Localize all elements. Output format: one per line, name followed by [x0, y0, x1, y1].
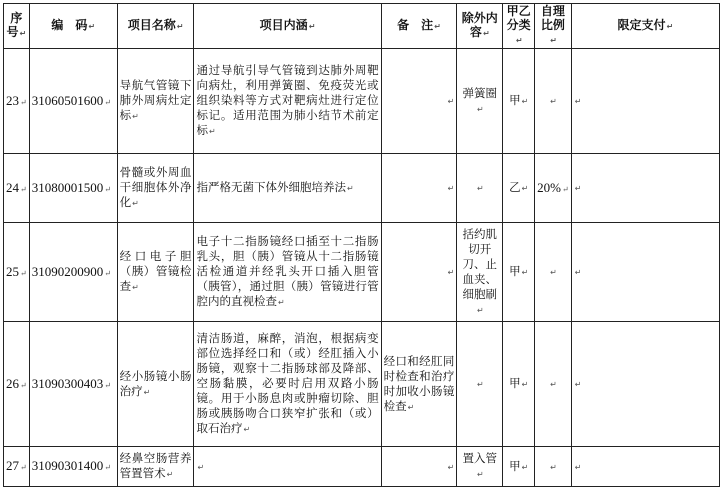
- row-class: 甲↵: [503, 322, 535, 447]
- row-name: 经口电子胆（胰）管镜检查↵: [117, 223, 194, 322]
- row-code: 31090200900↵: [29, 223, 117, 322]
- header-remark: 备 注↵: [381, 4, 457, 49]
- row-remark: ↵: [381, 223, 457, 322]
- row-excluded: 置入管↵: [457, 447, 503, 487]
- header-limit: 限定支付↵: [571, 4, 719, 49]
- row-limit: ↵: [571, 322, 719, 447]
- row-code: 31090300403↵: [29, 322, 117, 447]
- row-ratio: 20%↵: [535, 154, 572, 223]
- row-excluded: 括约肌切开刀、止血夹、细胞刷↵: [457, 223, 503, 322]
- row-limit: ↵: [571, 223, 719, 322]
- row-ratio: ↵: [535, 322, 572, 447]
- header-class: 甲乙分类↵: [503, 4, 535, 49]
- table-row: [4, 447, 720, 487]
- row-class: 甲↵: [503, 223, 535, 322]
- table-row: [4, 154, 720, 223]
- row-class: 甲↵: [503, 49, 535, 154]
- row-remark: ↵: [381, 447, 457, 487]
- row-content: 清洁肠道，麻醉，消泡，根据病变部位选择经口和（或）经肛插入小肠镜，观察十二指肠球部及降部、空肠黏膜，必要时启用双路小肠镜。用于小肠息肉或肿瘤切除、胆肠或胰肠吻合口狭窄扩张和（或）取石治疗↵: [194, 322, 381, 447]
- row-ratio: ↵: [535, 447, 572, 487]
- row-seq: 25↵: [4, 223, 30, 322]
- header-code: 编 码↵: [29, 4, 117, 49]
- table-row: [4, 223, 720, 322]
- header-name: 项目名称↵: [117, 4, 194, 49]
- row-ratio: ↵: [535, 49, 572, 154]
- row-ratio: ↵: [535, 223, 572, 322]
- header-excluded: 除外内容↵: [457, 4, 503, 49]
- row-name: 经小肠镜小肠治疗↵: [117, 322, 194, 447]
- row-limit: ↵: [571, 49, 719, 154]
- row-class: 乙↵: [503, 154, 535, 223]
- row-remark: ↵: [381, 49, 457, 154]
- row-seq: 24↵: [4, 154, 30, 223]
- row-remark: 经口和经肛同时检查和治疗时加收小肠镜检查↵: [381, 322, 457, 447]
- header-content: 项目内涵↵: [194, 4, 381, 49]
- fee-table: [3, 3, 720, 487]
- row-seq: 26↵: [4, 322, 30, 447]
- row-class: 甲↵: [503, 447, 535, 487]
- row-name: 骨髓或外周血干细胞体外净化↵: [117, 154, 194, 223]
- row-name: 导航气管镜下肺外周病灶定标↵: [117, 49, 194, 154]
- row-seq: 23↵: [4, 49, 30, 154]
- row-excluded: ↵: [457, 322, 503, 447]
- row-excluded: 弹簧圈↵: [457, 49, 503, 154]
- header-ratio: 自理比例↵: [535, 4, 572, 49]
- row-limit: ↵: [571, 447, 719, 487]
- row-content: 通过导航引导气管镜到达肺外周靶向病灶，利用弹簧圈、免疫荧光或组织染料等方式对靶病灶进行定位标记。适用范围为肺小结节术前定标↵: [194, 49, 381, 154]
- row-code: 31060501600↵: [29, 49, 117, 154]
- row-limit: ↵: [571, 154, 719, 223]
- header-seq: 序号↵: [4, 4, 30, 49]
- row-code: 31090301400↵: [29, 447, 117, 487]
- table-row: [4, 322, 720, 447]
- row-code: 31080001500↵: [29, 154, 117, 223]
- row-excluded: ↵: [457, 154, 503, 223]
- row-content: 指严格无菌下体外细胞培养法↵: [194, 154, 381, 223]
- row-content: ↵: [194, 447, 381, 487]
- row-name: 经鼻空肠营养管置管术↵: [117, 447, 194, 487]
- row-content: 电子十二指肠镜经口插至十二指肠乳头，胆（胰）管镜从十二指肠镜活检通道并经乳头开口插入胆管（胰管），通过胆（胰）管镜进行管腔内的直视检查↵: [194, 223, 381, 322]
- row-remark: ↵: [381, 154, 457, 223]
- row-seq: 27↵: [4, 447, 30, 487]
- table-row: [4, 49, 720, 154]
- header-row: [4, 4, 720, 49]
